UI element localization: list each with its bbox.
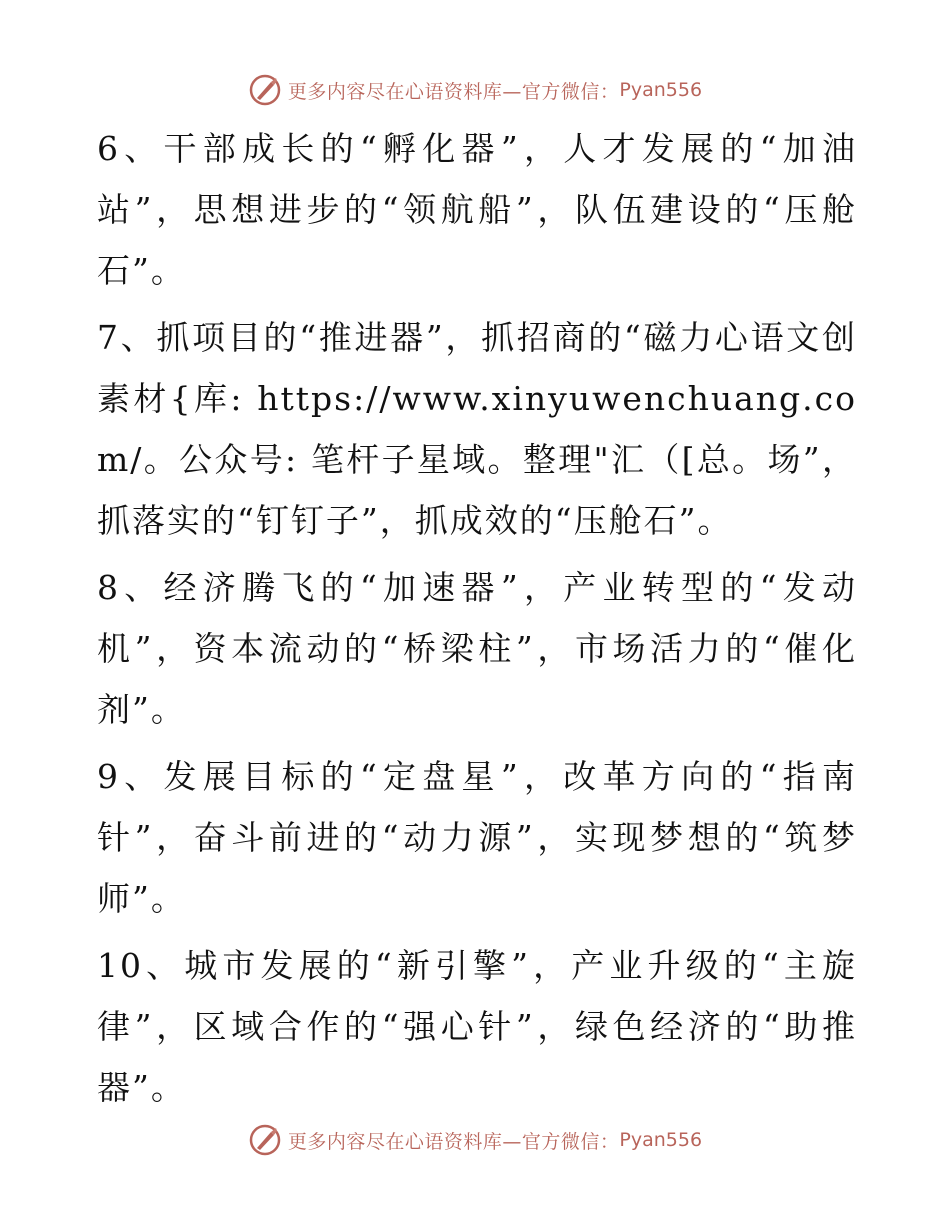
- quill-pen-logo-icon: [248, 1123, 282, 1157]
- paragraph-9: 9、发展目标的“定盘星”，改革方向的“指南针”，奋斗前进的“动力源”，实现梦想的“筑梦师”。: [97, 757, 857, 918]
- paragraph-6: 6、干部成长的“孵化器”，人才发展的“加油站”，思想进步的“领航船”，队伍建设的“压舱石”。: [97, 129, 857, 290]
- paragraph-7: 7、抓项目的“推进器”，抓招商的“磁力心语文创素材{库: https://www.xinyuwenchuang.com/。公众号: 笔杆子星域。整理"汇（[总。场”，抓落实的“钉钉子”，抓成效的“压舱石”。: [97, 318, 857, 540]
- document-body: [97, 118, 857, 1118]
- watermark-wechat-id: Pyan556: [619, 79, 703, 101]
- watermark-text: 更多内容尽在心语资料库—官方微信：: [287, 1130, 620, 1153]
- paragraph-10: 10、城市发展的“新引擎”，产业升级的“主旋律”，区域合作的“强心针”，绿色经济的“助推器”。: [97, 946, 857, 1107]
- watermark-wechat-id: Pyan556: [619, 1129, 703, 1151]
- footer-watermark: [0, 1120, 950, 1160]
- header-watermark: [0, 70, 950, 110]
- quill-pen-logo-icon: [248, 73, 282, 107]
- paragraph-8: 8、经济腾飞的“加速器”，产业转型的“发动机”，资本流动的“桥梁柱”，市场活力的“催化剂”。: [97, 568, 857, 729]
- watermark-text: 更多内容尽在心语资料库—官方微信：: [287, 80, 620, 103]
